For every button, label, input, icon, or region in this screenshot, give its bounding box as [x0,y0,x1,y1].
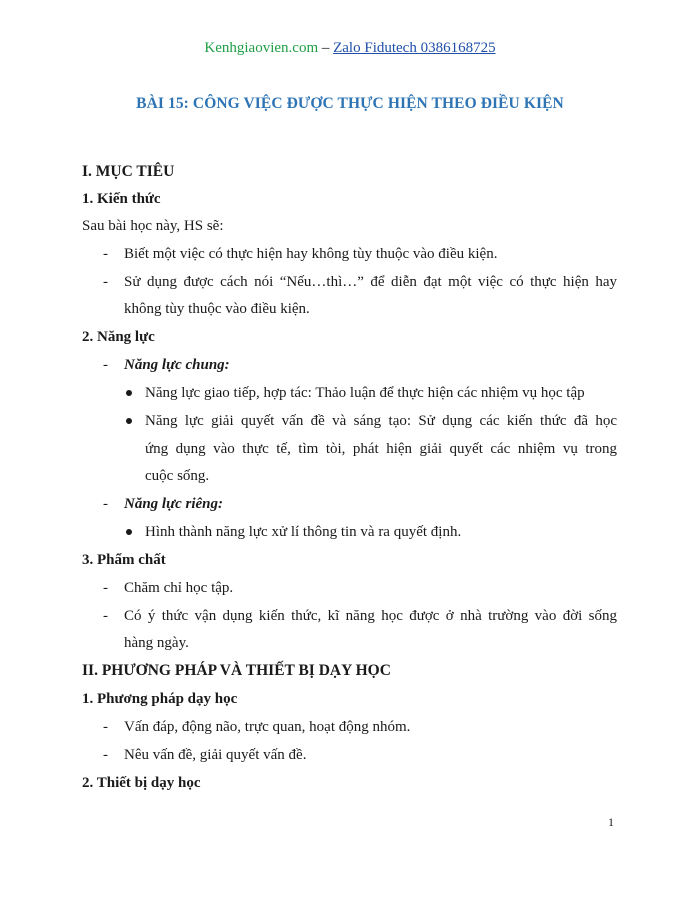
quality-item-continued: hàng ngày. [124,635,189,651]
subheading-knowledge: 1. Kiến thức [82,191,161,207]
general-competence-label: Năng lực chung: [124,357,230,373]
general-competence-item-continued: cuộc sống. [145,468,210,484]
subheading-competence: 2. Năng lực [82,329,155,345]
method-item: Vấn đáp, động não, trực quan, hoạt động nhóm. [124,719,411,735]
specific-competence-item: Hình thành năng lực xử lí thông tin và ra quyết định. [145,524,462,540]
dash-marker: - [103,608,108,624]
general-competence-item: Năng lực giao tiếp, hợp tác: Thảo luận để thực hiện các nhiệm vụ học tập [145,385,585,401]
bullet-icon [126,390,132,396]
bullet-icon [126,529,132,535]
general-competence-item: Năng lực giải quyết vấn đề và sáng tạo: Sử dụng các kiến thức đã học [145,413,617,429]
knowledge-intro: Sau bài học này, HS sẽ: [82,218,224,234]
dash-marker: - [103,719,108,735]
section-heading-objectives: I. MỤC TIÊU [82,163,175,180]
header-separator: – [318,40,334,56]
specific-competence-label: Năng lực riêng: [124,496,223,512]
dash-marker: - [103,747,108,763]
general-competence-item-continued: ứng dụng vào thực tế, tìm tòi, phát hiện giải quyết các nhiệm vụ trong [145,441,617,457]
site-link[interactable]: Kenhgiaovien.com [204,40,319,56]
dash-marker: - [103,496,108,512]
dash-marker: - [103,274,108,290]
dash-marker: - [103,580,108,596]
subheading-qualities: 3. Phẩm chất [82,552,166,568]
knowledge-item: Biết một việc có thực hiện hay không tùy thuộc vào điều kiện. [124,246,498,262]
page-header [0,40,700,57]
method-item: Nêu vấn đề, giải quyết vấn đề. [124,747,307,763]
dash-marker: - [103,246,108,262]
quality-item: Chăm chỉ học tập. [124,580,234,596]
knowledge-item: Sử dụng được cách nói “Nếu…thì…” để diễn đạt một việc có thực hiện hay [124,274,617,290]
subheading-equipment: 2. Thiết bị dạy học [82,775,201,791]
lesson-title: BÀI 15: CÔNG VIỆC ĐƯỢC THỰC HIỆN THEO ĐIỀU KIỆN [136,95,564,112]
bullet-icon [126,418,132,424]
quality-item: Có ý thức vận dụng kiến thức, kĩ năng học được ở nhà trường vào đời sống [124,608,617,624]
dash-marker: - [103,357,108,373]
knowledge-item-continued: không tùy thuộc vào điều kiện. [124,301,310,317]
zalo-link[interactable]: Zalo Fidutech 0386168725 [333,40,496,56]
page-number: 1 [608,815,614,829]
subheading-methods: 1. Phương pháp dạy học [82,691,238,707]
section-heading-methods-equipment: II. PHƯƠNG PHÁP VÀ THIẾT BỊ DẠY HỌC [82,662,391,679]
